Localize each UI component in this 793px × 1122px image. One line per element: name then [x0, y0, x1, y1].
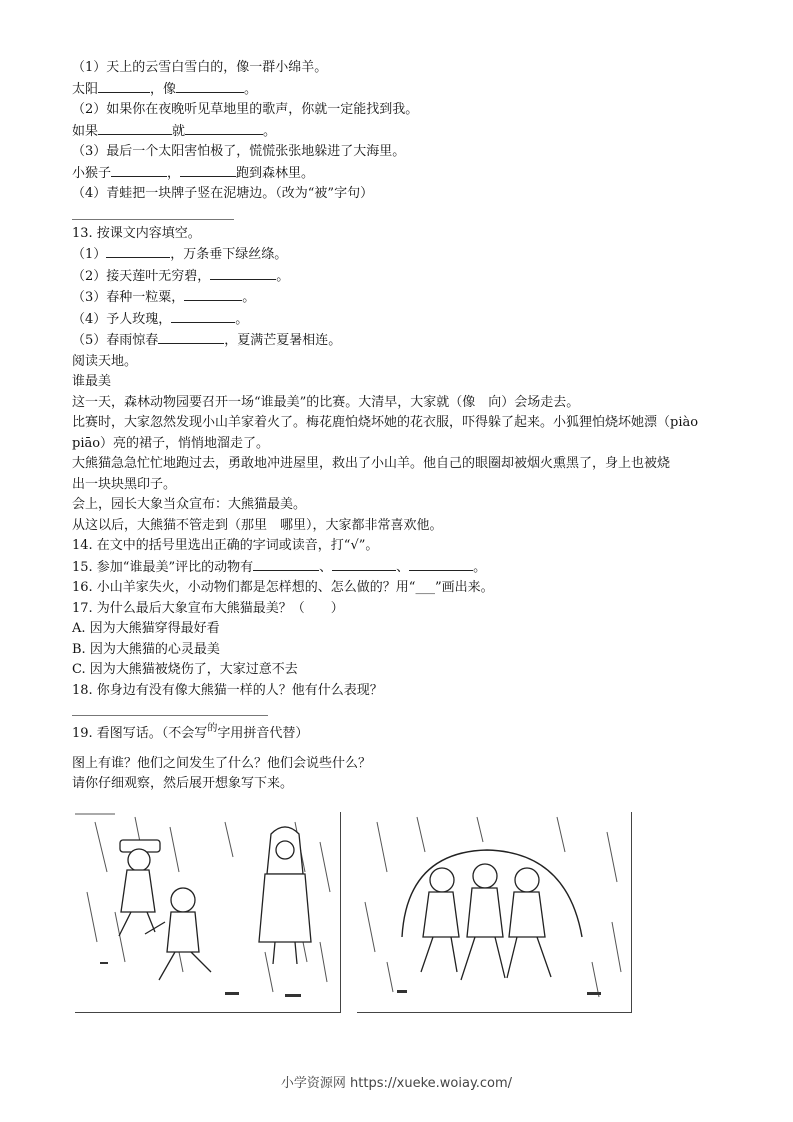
item-label: （1）: [72, 247, 107, 262]
answer-prefix: 如果: [72, 123, 99, 139]
question-14: 14. 在文中的括号里选出正确的字词或读音，打“√”。: [72, 538, 379, 553]
reading-intro: 阅读天地。: [72, 353, 138, 369]
q12-item-4: （4）青蛙把一块牌子竖在泥塘边。（改为“被”字句）: [72, 186, 374, 201]
option-a[interactable]: A. 因为大熊猫穿得最好看: [72, 621, 220, 636]
q19-prompt-2: 请你仔细观察，然后展开想象写下来。: [72, 776, 294, 791]
blank[interactable]: [253, 557, 319, 571]
q12-answer-1: [72, 79, 732, 101]
q19-prompt-1: 图上有谁？他们之间发生了什么？他们会说些什么？: [72, 755, 372, 771]
item-end: 。: [235, 311, 249, 327]
q13-item-3: [72, 287, 732, 309]
q12-item-1: （1）天上的云雪白雪白的，像一群小绵羊。: [72, 60, 328, 75]
umbrella-scene-illustration: [357, 812, 631, 1012]
picture-panels: [75, 812, 635, 1017]
reading-paragraph-5: 从这以后，大熊猫不管走到（那里 哪里），大家都非常喜欢他。: [72, 517, 443, 533]
reading-paragraph-2: 比赛时，大家忽然发现小山羊家着火了。梅花鹿怕烧坏她的花衣服，吓得躲了起来。小狐狸怕烧坏她漂（piào: [72, 415, 699, 430]
answer-line[interactable]: [72, 709, 268, 716]
blank[interactable]: [98, 79, 150, 93]
answer-prefix: 小猴子: [72, 165, 112, 181]
answer-end: 。: [244, 81, 258, 97]
reading-paragraph-2-cont: piāo）亮的裙子，悄悄地溜走了。: [72, 435, 270, 451]
rain-picture-2: [357, 812, 632, 1013]
footer-source: 小学资源网 https://xueke.woiay.com/: [280, 1076, 513, 1091]
option-b[interactable]: B. 因为大熊猫的心灵最美: [72, 641, 220, 657]
item-text: （5）春雨惊春: [72, 333, 159, 348]
question-end: 。: [473, 559, 487, 575]
q12-answer-2: [72, 121, 732, 143]
q12-item-3: （3）最后一个太阳害怕极了，慌慌张张地躲进了大海里。: [72, 144, 406, 159]
answer-end: 。: [263, 123, 277, 139]
reading-title: 谁最美: [72, 374, 112, 389]
answer-end: 跑到森林里。: [236, 165, 315, 181]
blank[interactable]: [158, 330, 224, 344]
answer-prefix: 太阳: [72, 81, 99, 97]
q12-answer-3: [72, 163, 732, 185]
separator: 、: [396, 559, 410, 575]
item-text: ，万条垂下绿丝绦。: [170, 247, 288, 262]
option-c[interactable]: C. 因为大熊猫被烧伤了，大家过意不去: [72, 662, 298, 677]
reading-paragraph-4: 会上，园长大象当众宣布：大熊猫最美。: [72, 497, 307, 512]
blank[interactable]: [176, 79, 244, 93]
worksheet-content: [72, 58, 732, 795]
question-text: 15. 参加“谁最美”评比的动物有: [72, 559, 254, 575]
separator: 、: [319, 559, 333, 575]
blank[interactable]: [180, 163, 236, 177]
blank[interactable]: [184, 287, 242, 301]
question-17: 17. 为什么最后大象宣布大熊猫最美？（ ）: [72, 600, 344, 616]
question-15: [72, 557, 732, 579]
q13-item-2: [72, 266, 732, 288]
raised-char: 的: [207, 723, 218, 734]
reading-paragraph-1: 这一天，森林动物园要召开一场“谁最美”的比赛。大清早，大家就（像 向）会场走去。: [72, 394, 580, 410]
question-18: 18. 你身边有没有像大熊猫一样的人？他有什么表现？: [72, 682, 383, 698]
blank[interactable]: [171, 309, 235, 323]
q19-title: [72, 724, 732, 746]
q13-item-5: [72, 330, 732, 352]
reading-paragraph-3: 大熊猫急急忙忙地跑过去，勇敢地冲进屋里，救出了小山羊。他自己的眼圈却被烟火熏黑了，身上也被烧: [72, 456, 671, 471]
rain-scene-illustration: [75, 812, 340, 1012]
q13-item-1: [72, 244, 732, 266]
item-text: （3）春种一粒粟，: [72, 290, 185, 305]
item-text: （2）接天莲叶无穷碧，: [72, 268, 211, 284]
item-text: （4）予人玫瑰，: [72, 311, 172, 327]
blank[interactable]: [409, 557, 473, 571]
q13-title: 13. 按课文内容填空。: [72, 225, 201, 241]
blank[interactable]: [185, 121, 263, 135]
blank[interactable]: [210, 266, 276, 280]
question-16: 16. 小山羊家失火，小动物们都是怎样想的、怎么做的？用“___”画出来。: [72, 580, 494, 595]
blank[interactable]: [332, 557, 396, 571]
answer-middle: 就: [172, 123, 186, 139]
item-end: 。: [276, 268, 290, 284]
title-text: 19. 看图写话。（不会写: [72, 726, 208, 741]
reading-paragraph-3-cont: 出一块块黑印子。: [72, 476, 177, 492]
blank[interactable]: [98, 121, 172, 135]
q13-item-4: [72, 309, 732, 331]
blank[interactable]: [106, 244, 170, 258]
rain-picture-1: [75, 812, 341, 1013]
blank[interactable]: [111, 163, 167, 177]
answer-middle: ，: [167, 165, 181, 181]
title-text-end: 字用拼音代替）: [217, 726, 309, 741]
answer-middle: ，像: [150, 81, 177, 97]
answer-line[interactable]: [72, 213, 234, 220]
q12-item-2: （2）如果你在夜晚听见草地里的歌声，你就一定能找到我。: [72, 102, 419, 117]
item-end: 。: [242, 290, 256, 305]
item-text-end: ，夏满芒夏暑相连。: [224, 333, 342, 348]
